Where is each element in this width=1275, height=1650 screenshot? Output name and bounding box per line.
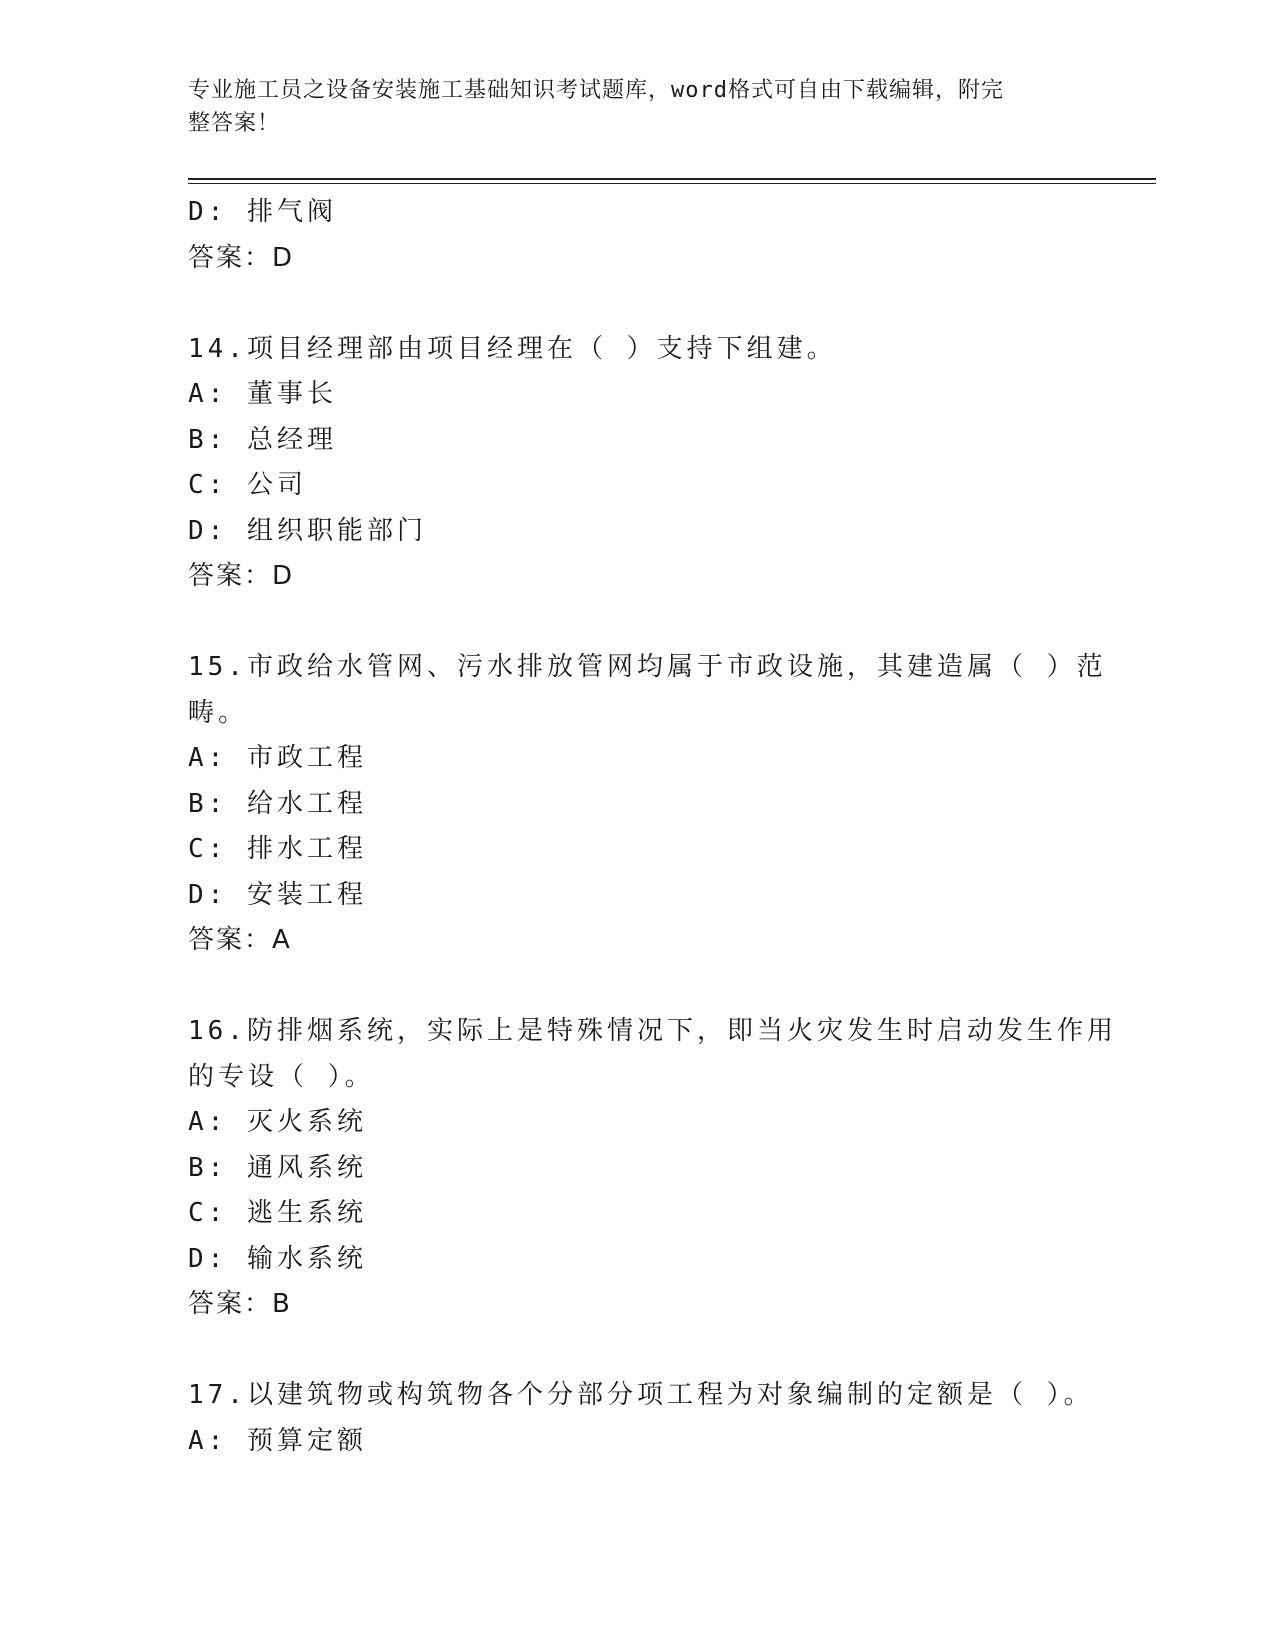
option-d: D: 排气阀: [188, 197, 337, 227]
spacer: [188, 281, 1088, 327]
option-c: C: 排水工程: [188, 834, 367, 864]
option-a: A: 预算定额: [188, 1425, 367, 1456]
option-b: B: 通风系统: [188, 1152, 367, 1183]
option-d: D: 安装工程: [188, 879, 367, 910]
header-line-1: 专业施工员之设备安装施工基础知识考试题库，word格式可自由下载编辑，附完: [188, 78, 1004, 103]
answer-line: 答案：A: [188, 925, 292, 955]
answer-line: 答案：B: [188, 1289, 292, 1319]
question-block: [188, 645, 1107, 964]
question-stem: 14.项目经理部由项目经理在（ ）支持下组建。: [188, 333, 837, 364]
document-header: [188, 74, 1068, 140]
option-c: C: 逃生系统: [188, 1198, 367, 1228]
option-d: D: 组织职能部门: [188, 515, 427, 546]
header-divider: [188, 178, 1156, 180]
question-stem: 15.市政给水管网、污水排放管网均属于市政设施，其建造属（ ）范: [188, 652, 1107, 682]
option-a: A: 市政工程: [188, 743, 367, 773]
spacer: [188, 600, 1088, 646]
option-d: D: 输水系统: [188, 1243, 367, 1274]
option-a: A: 灭火系统: [188, 1107, 367, 1137]
question-block: [188, 327, 1088, 600]
spacer: [188, 964, 1088, 1010]
answer-line: 答案：D: [188, 242, 295, 273]
answer-line: 答案：D: [188, 561, 295, 591]
question-stem: 17.以建筑物或构筑物各个分部分项工程为对象编制的定额是（ ）。: [188, 1380, 1094, 1410]
option-a: A: 董事长: [188, 379, 337, 409]
option-b: B: 给水工程: [188, 788, 367, 819]
option-b: B: 总经理: [188, 424, 337, 455]
question-list: [188, 190, 1117, 1464]
question-block: [188, 1009, 1117, 1328]
question-stem: 16.防排烟系统，实际上是特殊情况下，即当火灾发生时启动发生作用: [188, 1016, 1117, 1046]
spacer: [188, 1328, 1088, 1374]
question-block: [188, 1373, 1094, 1464]
header-line-2: 整答案！: [188, 111, 281, 136]
header-divider-thin: [188, 183, 1156, 184]
option-c: C: 公司: [188, 470, 307, 500]
question-stem-continued: 畴。: [188, 697, 249, 728]
question-stem-continued: 的专设（ ）。: [188, 1061, 375, 1092]
